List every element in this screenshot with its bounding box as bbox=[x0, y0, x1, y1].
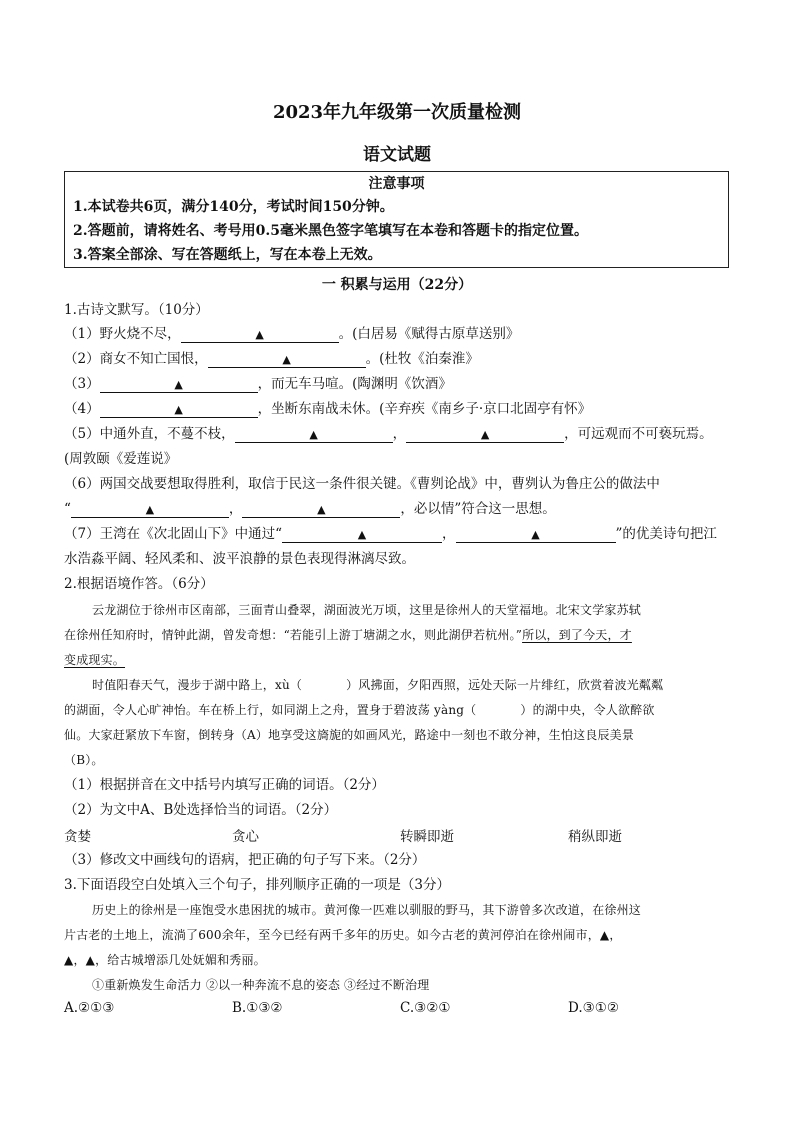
q1-text: ，可远观而不可亵玩焉。 bbox=[564, 426, 713, 442]
q1-line-7 bbox=[64, 524, 717, 544]
q1-line-4 bbox=[64, 399, 591, 419]
q2-passage: 仙。大家赶紧放下车窗，倒转身（A）地享受这旖旎的如画风光，路途中一刻也不敢分神，生怕这良辰美景 bbox=[64, 728, 635, 742]
marker-icon: ▲ bbox=[255, 328, 264, 341]
q1-text: (周敦颐《爱莲说》 bbox=[64, 451, 178, 467]
marker-icon: ▲ bbox=[480, 428, 490, 441]
marker-icon: ▲ bbox=[599, 928, 610, 942]
q2-passage-line bbox=[64, 625, 632, 645]
marker-icon: ▲ bbox=[174, 403, 183, 416]
marker-icon: ▲ bbox=[85, 953, 96, 967]
q3-stem: 3.下面语段空白处填入三个句子，排列顺序正确的一项是（3分） bbox=[64, 877, 450, 893]
option-a[interactable]: A.②①③ bbox=[64, 1000, 115, 1016]
word-choice: 稍纵即逝 bbox=[568, 829, 622, 845]
q2-passage-line bbox=[92, 675, 663, 695]
marker-icon: ▲ bbox=[145, 503, 155, 516]
q3-passage: 历史上的徐州是一座饱受水患困扰的城市。黄河像一匹难以驯服的野马，其下游曾多次改道，在徐州这 bbox=[92, 903, 642, 917]
q1-text: 。(杜牧《泊秦淮》 bbox=[365, 351, 479, 367]
underlined-sentence: 变成现实。 bbox=[64, 653, 126, 667]
answer-blank[interactable] bbox=[100, 402, 258, 418]
exam-title: 2023年九年级第一次质量检测 bbox=[272, 102, 522, 123]
answer-blank[interactable] bbox=[242, 502, 400, 518]
q1-text: “ bbox=[64, 501, 71, 517]
marker-icon: ▲ bbox=[357, 528, 367, 541]
q1-stem: 1.古诗文默写。（10分） bbox=[64, 302, 209, 318]
notice-item: 1.本试卷共6页，满分140分，考试时间150分钟。 bbox=[73, 199, 394, 215]
q1-text: （2）商女不知亡国恨， bbox=[64, 351, 208, 367]
q2-stem: 2.根据语境作答。（6分） bbox=[64, 576, 214, 592]
notice-box bbox=[64, 171, 729, 268]
q1-line-3 bbox=[64, 374, 452, 394]
notice-item: 2.答题前，请将姓名、考号用0.5毫米黑色签字笔填写在本卷和答题卡的指定位置。 bbox=[73, 223, 588, 239]
underlined-sentence: 所以，到了今天，才 bbox=[522, 628, 632, 642]
q1-text: （4） bbox=[64, 401, 100, 417]
q1-text: 水浩淼平阔、轻风柔和、波平浪静的景色表现得淋漓尽致。 bbox=[64, 551, 415, 567]
q1-text: （6）两国交战要想取得胜利，取信于民这一条件很关键。《曹刿论战》中，曹刿认为鲁庄公的做法中 bbox=[64, 476, 660, 492]
q2-passage: ）的湖中央，令人欲醉欲 bbox=[520, 703, 655, 717]
answer-blank[interactable] bbox=[181, 327, 339, 343]
q2-subquestion: （3）修改文中画线句的语病，把正确的句子写下来。（2分） bbox=[64, 852, 426, 868]
q1-text: ， bbox=[442, 526, 456, 542]
q1-line-2 bbox=[64, 349, 479, 369]
q2-passage: 的湖面，令人心旷神怡。车在桥上行，如同湖上之舟，置身于碧波荡 yàng（ bbox=[64, 703, 477, 717]
answer-blank[interactable] bbox=[71, 502, 229, 518]
q3-passage: ，给古城增添几处妩媚和秀丽。 bbox=[95, 953, 266, 967]
answer-blank[interactable] bbox=[208, 352, 366, 368]
section-title: 一 积累与运用（22分） bbox=[321, 277, 473, 293]
q1-text: （7）王湾在《次北固山下》中通过“ bbox=[64, 526, 282, 542]
q1-text: ”的优美诗句把江 bbox=[615, 526, 717, 542]
q1-text: （3） bbox=[64, 376, 100, 392]
q1-text: ， bbox=[228, 501, 243, 517]
q3-passage: 片古老的土地上，流淌了600余年，至今已经有两千多年的历史。如今古老的黄河停泊在徐州闹市， bbox=[64, 928, 600, 942]
q1-line-5 bbox=[64, 424, 713, 444]
q2-subquestion: （1）根据拼音在文中括号内填写正确的词语。（2分） bbox=[64, 777, 385, 793]
option-d[interactable]: D.③①② bbox=[568, 1000, 619, 1016]
notice-heading: 注意事项 bbox=[368, 176, 425, 192]
answer-blank[interactable] bbox=[100, 377, 258, 393]
marker-icon: ▲ bbox=[64, 953, 74, 967]
q1-line-1 bbox=[64, 324, 519, 344]
q1-text: （1）野火烧不尽， bbox=[64, 326, 181, 342]
word-choice: 转瞬即逝 bbox=[400, 829, 454, 845]
q1-text: ，而无车马喧。(陶渊明《饮酒》 bbox=[257, 376, 452, 392]
q2-passage-line bbox=[64, 700, 655, 720]
answer-blank[interactable] bbox=[235, 427, 393, 443]
q1-text: ，坐断东南战未休。(辛弃疾《南乡子·京口北固亭有怀》 bbox=[257, 401, 592, 417]
option-c[interactable]: C.③②① bbox=[400, 1000, 451, 1016]
exam-subtitle: 语文试题 bbox=[363, 145, 431, 165]
word-choice: 贪心 bbox=[232, 829, 259, 845]
marker-icon: ▲ bbox=[531, 528, 540, 541]
q1-text: 。(白居易《赋得古原草送别》 bbox=[338, 326, 520, 342]
q2-subquestion: （2）为文中A、B处选择恰当的词语。（2分） bbox=[64, 802, 338, 818]
q1-text: （5）中通外直，不蔓不枝， bbox=[64, 426, 235, 442]
answer-blank[interactable] bbox=[456, 527, 616, 543]
answer-blank[interactable] bbox=[406, 427, 564, 443]
q1-text: ， bbox=[392, 426, 407, 442]
q2-passage: 在徐州任知府时，情钟此湖，曾发奇想：“若能引上游丁塘湖之水，则此湖伊若杭州。” bbox=[64, 628, 523, 642]
q3-passage-line: 片古老的土地上，流淌了600余年，至今已经有两千多年的历史。如今古老的黄河停泊在徐州闹市，▲， bbox=[64, 928, 622, 942]
marker-icon: ▲ bbox=[174, 378, 183, 391]
q2-passage: ）风拂面，夕阳西照，远处天际一片绯红，欣赏着波光粼粼 bbox=[346, 678, 664, 692]
notice-item: 3.答案全部涂、写在答题纸上，写在本卷上无效。 bbox=[73, 247, 382, 263]
q1-text: ，必以情”符合这一思想。 bbox=[400, 501, 556, 517]
marker-icon: ▲ bbox=[282, 353, 291, 366]
q2-passage: 云龙湖位于徐州市区南部，三面青山叠翠，湖面波光万顷，这里是徐州人的天堂福地。北宋文学家苏轼 bbox=[92, 603, 642, 617]
marker-icon: ▲ bbox=[309, 428, 318, 441]
answer-blank[interactable] bbox=[282, 527, 442, 543]
q2-passage: 时值阳春天气，漫步于湖中路上，xù（ bbox=[92, 678, 303, 692]
q2-passage: （B）。 bbox=[64, 753, 104, 767]
q3-sentences: ①重新焕发生命活力 ②以一种奔流不息的姿态 ③经过不断治理 bbox=[92, 978, 430, 992]
q3-passage-line: ▲，▲，给古城增添几处妩媚和秀丽。 bbox=[64, 953, 266, 967]
word-choice: 贪婪 bbox=[64, 829, 91, 845]
q1-line-6 bbox=[64, 499, 556, 519]
option-b[interactable]: B.①③② bbox=[232, 1000, 283, 1016]
marker-icon: ▲ bbox=[317, 503, 326, 516]
